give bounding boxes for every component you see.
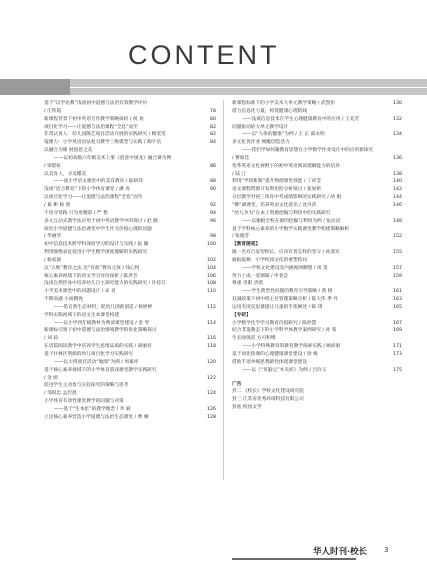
toc-entry-title: “幼儿争为”在本土资源挖掘与利用中的实践研究 xyxy=(232,210,331,216)
toc-entry xyxy=(232,280,402,288)
toc-entry-page: 94 xyxy=(210,210,216,216)
toc-entry-title: 初中信息技术跨学科深度学习的设计与实践 / 阮 颖 xyxy=(44,242,149,248)
toc-entry xyxy=(232,257,402,265)
toc-entry-title: 结合非遗教态下的小学科学体教学案例研究 / 孙 希 xyxy=(232,328,337,334)
toc-entry xyxy=(44,100,216,108)
toc-entry-page: 163 xyxy=(393,297,402,303)
toc-entry-title: 学科实践视域下的语文生本课堂构建 xyxy=(44,312,120,318)
toc-section-heading xyxy=(232,241,402,249)
toc-entry xyxy=(44,233,216,241)
toc-entry-title: / 金 鸥 xyxy=(44,375,58,381)
ad-entry: 封三 江苏省优秀环境科技有限公司 xyxy=(232,397,304,403)
toc-entry-page: 114 xyxy=(207,320,216,326)
toc-entry xyxy=(232,202,402,210)
column-divider xyxy=(223,100,224,480)
toc-entry xyxy=(44,359,216,367)
toc-entry-page: 130 xyxy=(393,101,402,106)
toc-entry-page: 92 xyxy=(210,202,216,208)
toc-entry-page: 90 xyxy=(210,187,216,193)
toc-entry xyxy=(44,375,216,383)
toc-entry-page: 136 xyxy=(393,155,402,161)
toc-entry-page: 171 xyxy=(393,344,402,350)
toc-entry-page: 165 xyxy=(393,304,402,310)
toc-entry-title: 新课程标准下的小学美术大单元教学策略 / 武凯彤 xyxy=(232,101,335,106)
journal-brand: 华人时刊·校长 xyxy=(313,547,367,557)
toc-entry xyxy=(44,280,216,288)
toc-entry-title: 生长绿保活 方可积继 xyxy=(232,336,276,342)
toc-entry-title: 非常认真人：幼儿园陶艺项目活动开展的实践研究 / 顾雯雯 xyxy=(44,132,166,138)
toc-entry xyxy=(232,163,402,171)
toc-column-left xyxy=(44,100,216,422)
toc-entry-title: ——小学特殊教育的教育教学探索实践 / 顾尚娟 xyxy=(242,344,341,350)
toc-entry-page: 142 xyxy=(393,187,402,193)
toc-entry-title: 做一名有自家型校长，应该有着怎样的坚守 / 孙翡军 xyxy=(232,250,340,256)
toc-entry-title: 多元互动式教学法应用于初中英语教学中的探讨 / 赵 静 xyxy=(44,218,158,224)
toc-entry xyxy=(232,249,402,257)
toc-entry xyxy=(44,312,216,320)
toc-entry xyxy=(232,116,402,124)
toc-entry xyxy=(232,171,402,179)
toc-entry-page: 110 xyxy=(207,289,216,295)
toc-entry-title: ——我们学如何趣教育思想在小学数学作业设计中的应用新探究 xyxy=(242,148,374,154)
toc-entry xyxy=(232,273,402,281)
toc-entry-title: 核心素养视域下的语文学习评价探析 / 陈洪芳 xyxy=(44,273,138,279)
header-band-accent xyxy=(0,79,70,95)
toc-entry-page: 155 xyxy=(393,250,402,256)
toc-entry-title: 小学数学化学学习教育价值研究 / 陈妙慧 xyxy=(232,320,317,326)
toc-entry-page: 167 xyxy=(393,320,402,326)
toc-entry-page: 118 xyxy=(207,344,216,350)
toc-entry-title: ——浅谈信息技术在学生心理健康教育中的应用 / 王美芳 xyxy=(242,116,360,122)
toc-entry-title: 利用“学捞新频”提升物理课堂效能 / 丁祥莹 xyxy=(232,179,322,185)
toc-entry-title: ——学校文化建设及内涵视网聊想 / 谈 雯 xyxy=(242,265,328,271)
toc-entry-title: / 杨家骏 xyxy=(44,257,62,263)
toc-entry-title: 不畏寻常路 只为更精彩 / 严 艳 xyxy=(44,210,108,216)
toc-entry xyxy=(232,124,402,132)
toc-entry xyxy=(44,171,216,179)
toc-entry-title: 浅谈“适合教育”下的小学体育课堂 / 潘 涛 xyxy=(44,187,130,193)
toc-entry xyxy=(44,194,216,202)
toc-entry-page: 132 xyxy=(393,116,402,122)
toc-entry-title: ——以初高级六年级美术上册《创意中国龙》融合课为例 xyxy=(54,155,172,161)
toc-entry xyxy=(44,398,216,406)
toc-entry xyxy=(232,139,402,147)
toc-entry-title: 新课程背景下初中英语写作教学策略探析 / 祝 欢 xyxy=(44,116,144,122)
toc-entry xyxy=(44,351,216,359)
toc-entry-title: 以项目化学习——让道德与法治课程“全息”而至 xyxy=(44,195,143,201)
toc-entry-title: 基于核心素养视域下的小学体育游戏课堂教学实践研究 xyxy=(44,367,157,373)
toc-entry-title: 语文课程资源开发利用的分析探讨 / 张加铭 xyxy=(232,187,321,193)
toc-entry-page: 96 xyxy=(210,218,216,224)
toc-entry-page: 169 xyxy=(393,328,402,334)
toc-entry xyxy=(44,288,216,296)
toc-entry-page: 100 xyxy=(207,242,216,248)
toc-entry xyxy=(44,367,216,375)
toc-section-heading xyxy=(232,312,402,320)
toc-entry-title: 基于“以学论教”浅谈初中道德与法治有效教学评价 xyxy=(44,101,148,106)
toc-entry-page: 148 xyxy=(393,218,402,224)
toc-entry xyxy=(232,320,402,328)
toc-entry-page: 82 xyxy=(210,124,216,130)
toc-entry-title: / 曹蔡佳 xyxy=(232,155,250,161)
ad-entry: 封底 校园文学 xyxy=(232,405,262,411)
toc-entry-title: ——以小学四年级教材为例谈课堂建设 / 金 琴 xyxy=(54,320,150,326)
toc-entry xyxy=(232,194,402,202)
toc-entry xyxy=(44,139,216,147)
toc-entry xyxy=(44,124,216,132)
toc-entry-title: 努力上成一宽钢凝 / 申春芸 xyxy=(232,273,289,279)
toc-entry-title: 运用杰度反思课提让儿童的手指阐述 / 陈 琪 xyxy=(232,304,323,310)
toc-entry xyxy=(44,155,216,163)
toc-entry xyxy=(44,210,216,218)
toc-entry xyxy=(44,296,216,304)
toc-entry-page: 98 xyxy=(210,234,216,240)
toc-entry-title: 借力信息化力量，构筑健康心理防线 xyxy=(232,108,308,114)
toc-entry-title: 借助手语单细思想路性体现课堂建设 xyxy=(232,359,308,365)
toc-entry xyxy=(232,100,402,108)
toc-entry-page: 102 xyxy=(207,257,216,263)
toc-entry-page: 122 xyxy=(207,375,216,381)
content-header xyxy=(0,0,427,100)
toc-entry-title: 促进学生主动参与实验探究的策略与思考 xyxy=(44,383,129,389)
toc-entry-title: 以融合为媒 展创意之美 xyxy=(44,148,93,154)
toc-entry-title: 分层教学对初三体育中考成绩影响的实践研究 / 胡 娟 xyxy=(232,195,342,201)
footer-rule xyxy=(232,558,356,560)
toc-entry xyxy=(44,414,216,422)
toc-entry-title: ——谈小学语文课堂中的美育教育 / 陆妍萍 xyxy=(54,179,143,185)
toc-entry xyxy=(232,265,402,273)
toc-entry-title: “佛”调课堂，培养英语文化意识 / 沈丹萍 xyxy=(232,202,317,208)
toc-entry-title: / 刘 莉 xyxy=(44,336,58,342)
toc-entry-title: 镜像力：小学英语语法复习教学三维模型与实践 / 陶宇洁 xyxy=(44,140,162,146)
toc-entry xyxy=(232,335,402,343)
toc-entry-page: 86 xyxy=(210,163,216,169)
toc-entry xyxy=(44,406,216,414)
toc-entry xyxy=(232,178,402,186)
toc-entry-title: / 葛 彬 杨 蕾 xyxy=(44,202,71,208)
toc-entry xyxy=(232,210,402,218)
toc-entry xyxy=(232,131,402,139)
toc-entry xyxy=(44,343,216,351)
toc-entry xyxy=(44,241,216,249)
toc-entry-page: 82 xyxy=(210,132,216,138)
toc-entry-page: 173 xyxy=(393,352,402,357)
toc-entry-page: 80 xyxy=(210,116,216,122)
toc-entry xyxy=(232,155,402,163)
toc-entry-title: 利用图像表征促进小学生数学深度理解的实践研究 xyxy=(44,250,148,256)
toc-entry xyxy=(44,265,216,273)
toc-entry-page: 126 xyxy=(207,406,216,412)
toc-entry-page: 108 xyxy=(207,281,216,287)
toc-entry-title: / 张晓芳 xyxy=(232,234,250,240)
toc-entry-title: ——以《“亚脑豆”木头桩》为例 / 吕玲玉 xyxy=(242,367,327,373)
toc-entry xyxy=(232,218,402,226)
toc-entry-page: 144 xyxy=(393,195,402,201)
toc-entry-title: ——借自然生态材料，促幼儿创新创造 / 杨婷婷 xyxy=(54,304,153,310)
toc-entry-title: 多元化优作业 唤醒创造活力 xyxy=(232,140,290,146)
toc-entry-page: 161 xyxy=(393,289,402,295)
toc-entry xyxy=(232,233,402,241)
toc-entry-title: 尊重 责职 责着 xyxy=(232,281,264,287)
toc-entry-page: 124 xyxy=(207,391,216,397)
toc-entry xyxy=(232,288,402,296)
toc-entry-title: 小学美术课堂中的问题设计 / 宋 君 xyxy=(44,289,116,295)
toc-entry-page: 106 xyxy=(207,273,216,279)
toc-entry-title: 不期而遇 小而精致 xyxy=(44,297,83,303)
toc-entry xyxy=(44,226,216,234)
toc-entry-page: 157 xyxy=(393,265,402,271)
toc-entry xyxy=(44,320,216,328)
toc-entry-page: 175 xyxy=(393,367,402,373)
toc-entry-page: 140 xyxy=(393,179,402,185)
toc-entry xyxy=(232,296,402,304)
toc-entry xyxy=(44,257,216,265)
toc-entry-page: 134 xyxy=(393,132,402,138)
toc-entry-title: 以“五维”教育之法 达“有痕”教育之效 / 钱心悦 xyxy=(44,265,140,271)
toc-entry-title: 变革英语文化视野下的初中英语阅读理解能力的培养 xyxy=(232,163,340,169)
toc-entry xyxy=(44,186,216,194)
toc-entry xyxy=(232,108,402,116)
toc-entry-title: 基于项化指课的心理健康课堂建设 / 徐 梅 xyxy=(232,352,318,357)
ads-heading: 广告 xyxy=(232,381,242,387)
toc-entry-title: 小学体育有效性课堂教学的问题与对策 xyxy=(44,399,124,405)
toc-entry xyxy=(232,367,402,375)
toc-entry-page: 152 xyxy=(393,234,402,240)
toc-entry-title: 【专研】 xyxy=(232,312,251,318)
page-title: CONTENT xyxy=(128,40,280,70)
toc-entry xyxy=(44,382,216,390)
toc-entry-page: 116 xyxy=(207,336,216,342)
toc-entry-title: 问题驱动的大单元教学设计 xyxy=(232,124,289,130)
toc-entry xyxy=(232,186,402,194)
toc-entry xyxy=(44,108,216,116)
toc-entry xyxy=(232,359,402,367)
header-band-line xyxy=(70,87,427,88)
toc-entry-title: ——以大班项目活动“地图”为例 / 周素祥 xyxy=(54,359,139,365)
toc-entry xyxy=(44,147,216,155)
toc-entry-title: ——以“人体的健康”为例 / 王 正 邵永明 xyxy=(242,132,325,138)
toc-entry xyxy=(232,343,402,351)
toc-entry xyxy=(44,218,216,226)
toc-entry-page: 104 xyxy=(207,265,216,271)
toc-entry xyxy=(44,327,216,335)
page-number: 3 xyxy=(384,546,389,554)
toc-entry-title: ——学生典型性问题的教育引导策略 / 黄 椅 xyxy=(242,289,333,295)
toc-entry-page: 120 xyxy=(207,359,216,365)
toc-entry-title: 通报报修：小学校园文化的重塑轶问 xyxy=(232,257,308,263)
toc-entry-title: 探究小学道德与法治课堂中学生社交价值心理的问题 xyxy=(44,226,152,232)
toc-entry-page: 78 xyxy=(210,108,216,114)
toc-entry-title: 新课标引领下初中道德与法治情境教学的优化策略探讨 xyxy=(44,328,157,334)
toc-entry xyxy=(44,116,216,124)
toc-entry-title: 在语篇阅读教学中培养学生思维品质的实践 / 胡丽君 xyxy=(44,344,152,350)
toc-entry xyxy=(44,304,216,312)
toc-entry xyxy=(44,390,216,398)
toc-entry xyxy=(232,226,402,234)
toc-entry-title: 双减政策下初中班主任管理策略分析 / 陈大伟 季 丹 xyxy=(232,297,338,303)
toc-entry xyxy=(232,327,402,335)
toc-entry-title: 以美育人，寻美懂美 xyxy=(44,171,87,177)
toc-entry-page: 138 xyxy=(393,171,402,177)
toc-entry xyxy=(44,163,216,171)
toc-column-right xyxy=(232,100,402,412)
toc-entry-title: ——基于“生本化”的教学理念 / 李 斌 xyxy=(54,406,131,412)
toc-entry-page: 84 xyxy=(210,140,216,146)
toc-entry xyxy=(44,249,216,257)
toc-entry xyxy=(44,131,216,139)
toc-entry-page: 88 xyxy=(210,179,216,185)
toc-entry-title: / 陆 汀 xyxy=(232,171,246,177)
toc-entry-page: 146 xyxy=(393,202,402,208)
toc-entry xyxy=(44,178,216,186)
toc-entry xyxy=(44,273,216,281)
toc-entry-title: 浅谈自然热身中培养幼儿自主探究能力的实践研究 / 许持芬 xyxy=(44,281,166,287)
toc-entry-title: 基于扑林区资源的幼儿项目化学习实践研究 xyxy=(44,352,134,357)
toc-entry-title: / 华丽华 xyxy=(44,234,62,240)
toc-entry-page: 159 xyxy=(393,273,402,279)
toc-entry-title: ——以谢板全校在源的挖掘与利用为例 / 张论语 xyxy=(242,218,341,224)
toc-entry-title: 立足核心素养营造小学道德与法治生态课堂 / 曹 琳 xyxy=(44,414,149,420)
toc-entry xyxy=(232,147,402,155)
toc-entry-title: 【教育随笔】 xyxy=(232,242,261,248)
toc-entry-page: 112 xyxy=(207,304,216,310)
toc-entry-page: 128 xyxy=(207,414,216,420)
ad-entry: 封二 《校长》学校文化建设研究院 xyxy=(232,389,304,395)
toc-entry-title: / 邹锐忠 孟层晨 xyxy=(44,391,77,397)
toc-entry-title: / 庄铁霞 xyxy=(44,108,62,114)
toc-entry xyxy=(232,304,402,312)
toc-entry-title: / 梁影虹 xyxy=(44,163,62,169)
toc-entry xyxy=(44,202,216,210)
toc-entry xyxy=(232,351,402,359)
toc-entry-title: 项目化学习——让道德与法治课程“全息”而至 xyxy=(44,124,138,130)
toc-entry-title: 基于学科核心素养的小学数学实践课堂教学构建策略解析 xyxy=(232,226,350,232)
toc-entry xyxy=(44,335,216,343)
